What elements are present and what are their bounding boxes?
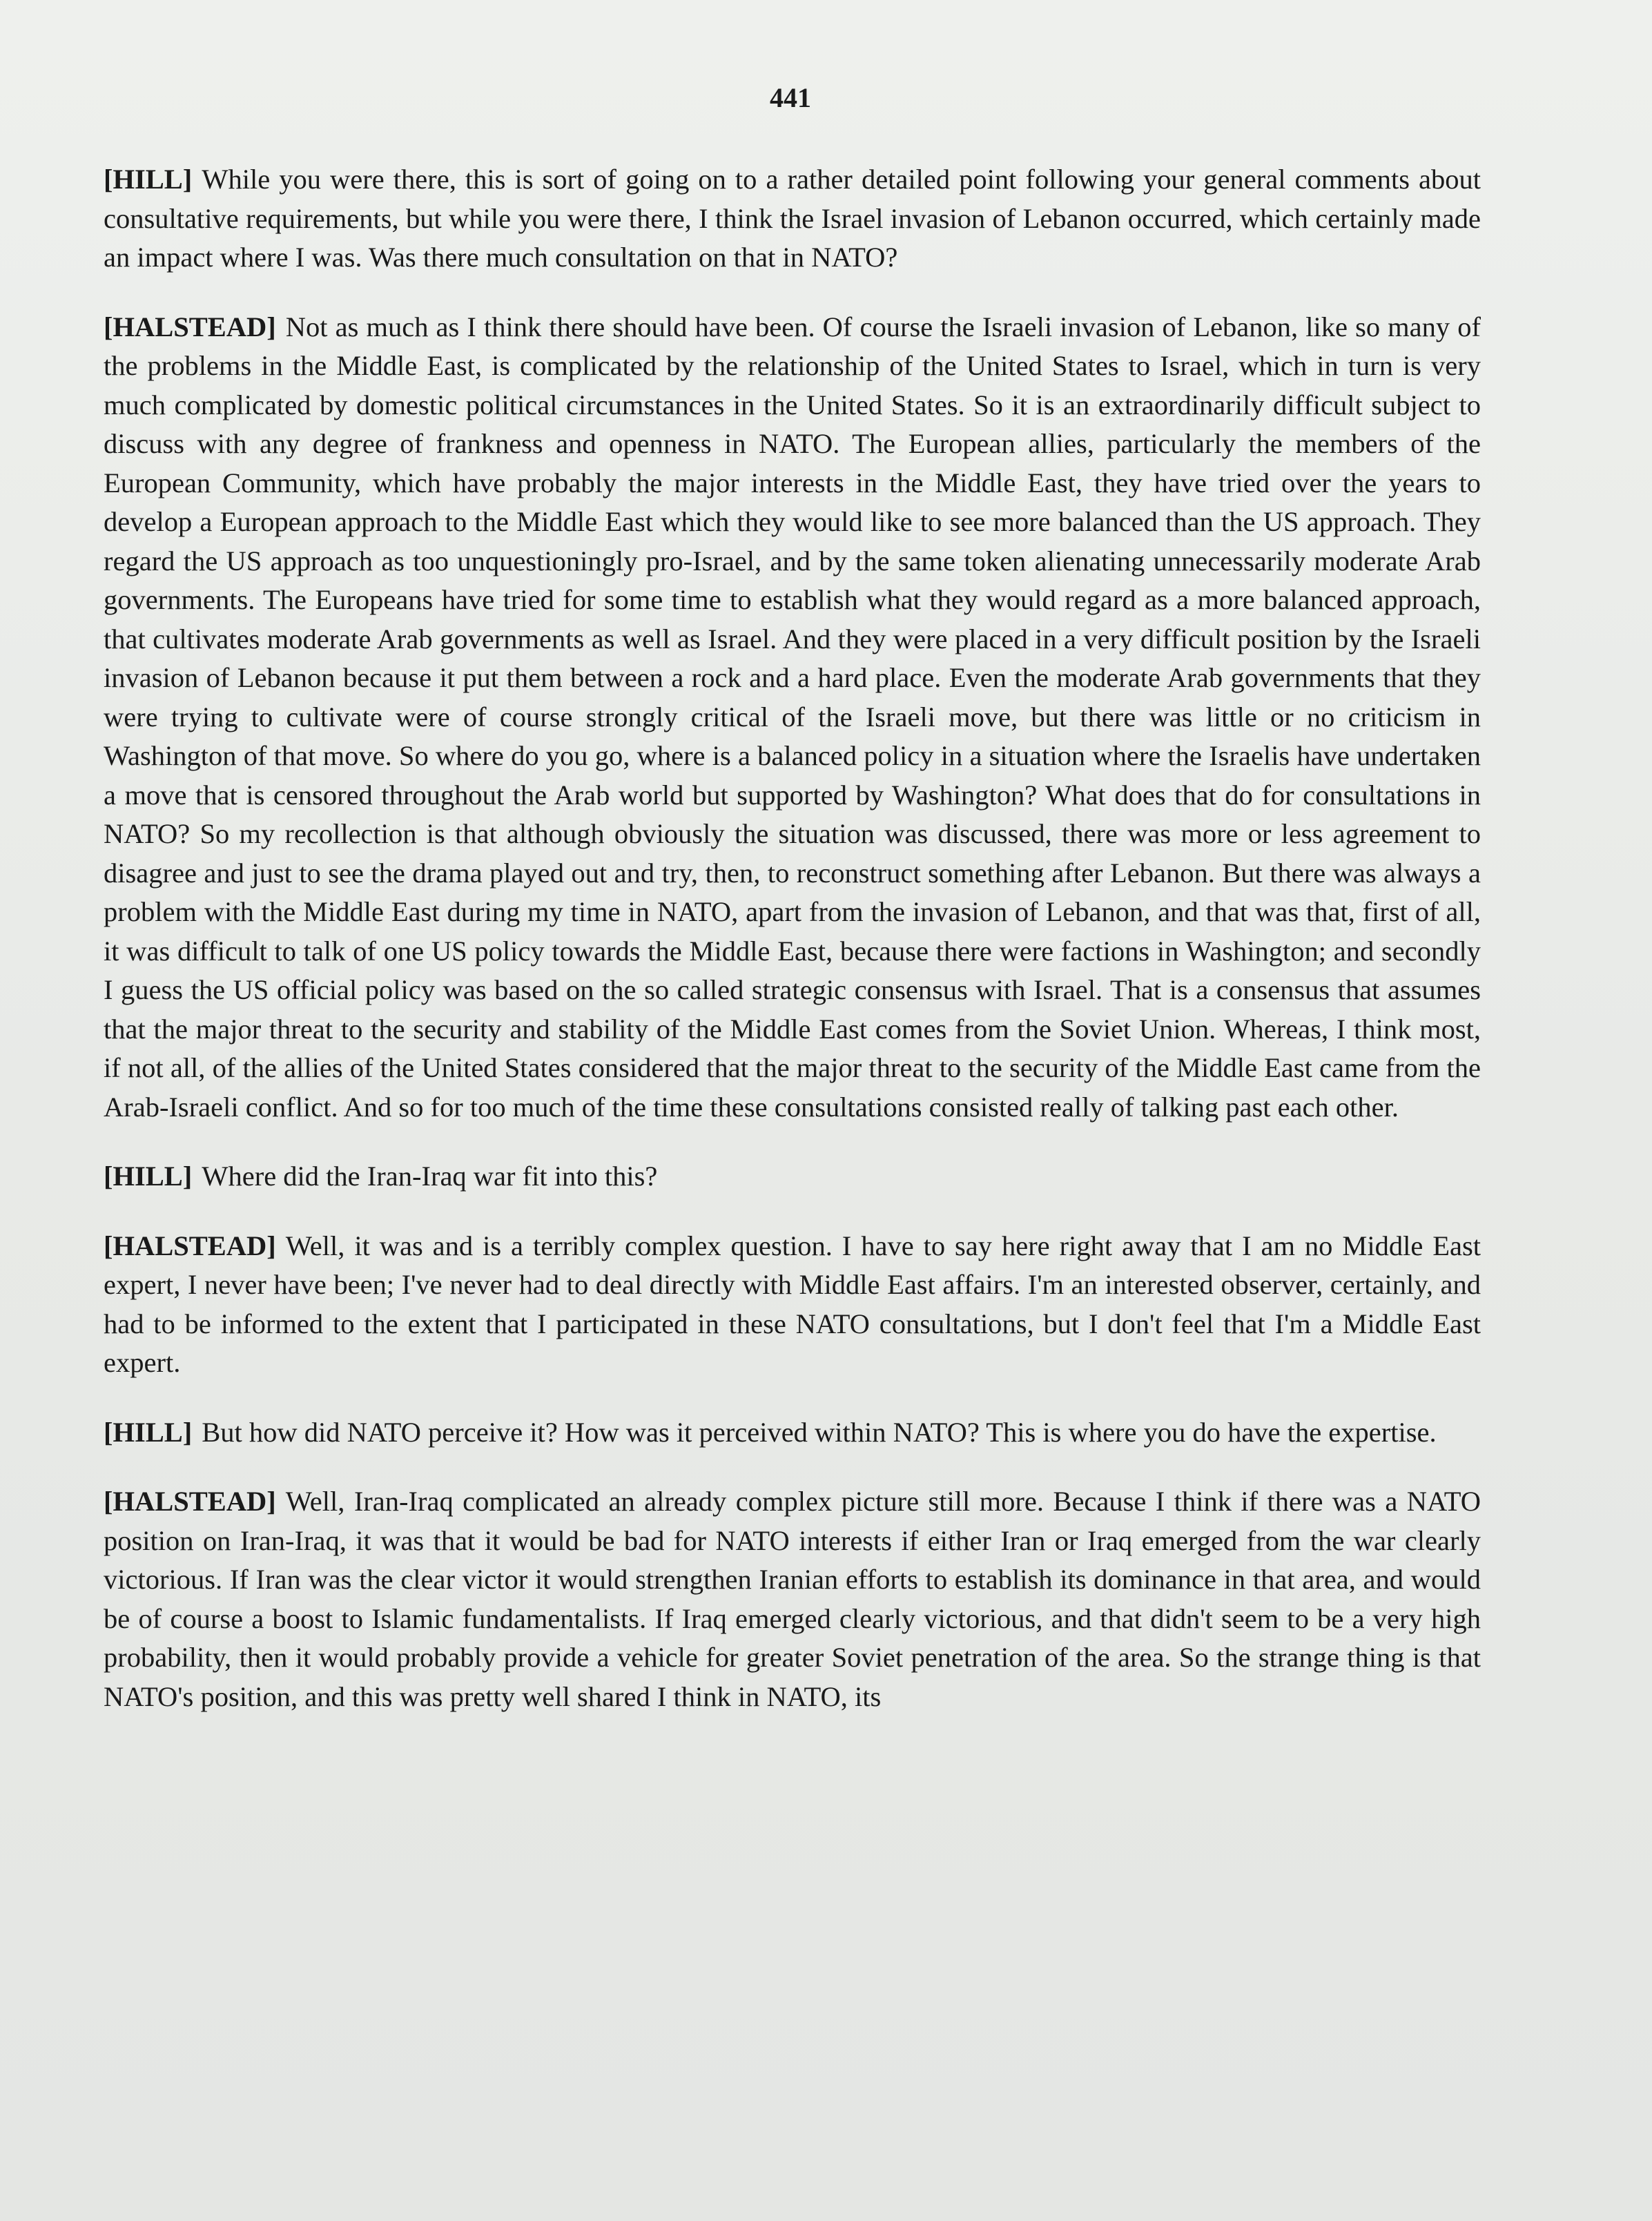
- speaker-label: [HALSTEAD]: [104, 311, 276, 342]
- paragraph-text: But how did NATO perceive it? How was it perceived within NATO? This is where you do have the expertise.: [202, 1416, 1437, 1448]
- paragraph-text: While you were there, this is sort of going on to a rather detailed point following your general comments about consultative requirements, but while you were there, I think the Israel invasion of Lebanon occurred, which certainly made an impact where I was. Was there much consultation on that in NATO?: [104, 164, 1481, 273]
- transcript-paragraph: [104, 308, 1481, 1127]
- paragraph-text: Well, it was and is a terribly complex question. I have to say here right away that I am no Middle East expert, I never have been; I've never had to deal directly with Middle East affairs. I'm an interested observer, certainly, and had to be informed to the extent that I participated in these NATO consultations, but I don't feel that I'm a Middle East expert.: [104, 1230, 1481, 1378]
- speaker-label: [HILL]: [104, 164, 193, 195]
- transcript-paragraph: [104, 1157, 1481, 1196]
- transcript-body: [104, 160, 1481, 1747]
- page-number: 441: [770, 82, 811, 113]
- paragraph-text: Where did the Iran-Iraq war fit into this?: [202, 1161, 658, 1192]
- transcript-paragraph: [104, 1482, 1481, 1716]
- speaker-label: [HALSTEAD]: [104, 1230, 276, 1261]
- transcript-paragraph: [104, 1413, 1481, 1453]
- speaker-label: [HILL]: [104, 1161, 193, 1192]
- transcript-paragraph: [104, 1227, 1481, 1383]
- speaker-label: [HALSTEAD]: [104, 1486, 276, 1517]
- paragraph-text: Well, Iran-Iraq complicated an already complex picture still more. Because I think if there was a NATO position on Iran-Iraq, it was that it would be bad for NATO interests if either Iran or Iraq emerged from the war clearly victorious. If Iran was the clear victor it would strengthen Iranian efforts to establish its dominance in that area, and would be of course a boost to Islamic fundamentalists. If Iraq emerged clearly victorious, and that didn't seem to be a very high probability, then it would probably provide a vehicle for greater Soviet penetration of the area. So the strange thing is that NATO's position, and this was pretty well shared I think in NATO, its: [104, 1486, 1481, 1712]
- paragraph-text: Not as much as I think there should have been. Of course the Israeli invasion of Lebanon, like so many of the problems in the Middle East, is complicated by the relationship of the United States to Israel, which in turn is very much complicated by domestic political circumstances in the United States. So it is an extraordinarily difficult subject to discuss with any degree of frankness and openness in NATO. The European allies, particularly the members of the European Community, which have probably the major interests in the Middle East, they have tried over the years to develop a European approach to the Middle East which they would like to see more balanced than the US approach. They regard the US approach as too unquestioningly pro-Israel, and by the same token alienating unnecessarily moderate Arab governments. The Europeans have tried for some time to establish what they would regard as a more balanced approach, that cultivates moderate Arab governments as well as Israel. And they were placed in a very difficult position by the Israeli invasion of Lebanon because it put them between a rock and a hard place. Even the moderate Arab governments that they were trying to cultivate were of course strongly critical of the Israeli move, but there was little or no criticism in Washington of that move. So where do you go, where is a balanced policy in a situation where the Israelis have undertaken a move that is censored throughout the Arab world but supported by Washington? What does that do for consultations in NATO? So my recollection is that although obviously the situation was discussed, there was more or less agreement to disagree and just to see the drama played out and try, then, to reconstruct something after Lebanon. But there was always a problem with the Middle East during my time in NATO, apart from the invasion of Lebanon, and that was that, first of all, it was difficult to talk of one US policy towards the Middle East, because there were factions in Washington; and secondly I guess the US official policy was based on the so called strategic consensus with Israel. That is a consensus that assumes that the major threat to the security and stability of the Middle East comes from the Soviet Union. Whereas, I think most, if not all, of the allies of the United States considered that the major threat to the security of the Middle East came from the Arab-Israeli conflict. And so for too much of the time these consultations consisted really of talking past each other.: [104, 311, 1481, 1123]
- speaker-label: [HILL]: [104, 1416, 193, 1448]
- transcript-paragraph: [104, 160, 1481, 278]
